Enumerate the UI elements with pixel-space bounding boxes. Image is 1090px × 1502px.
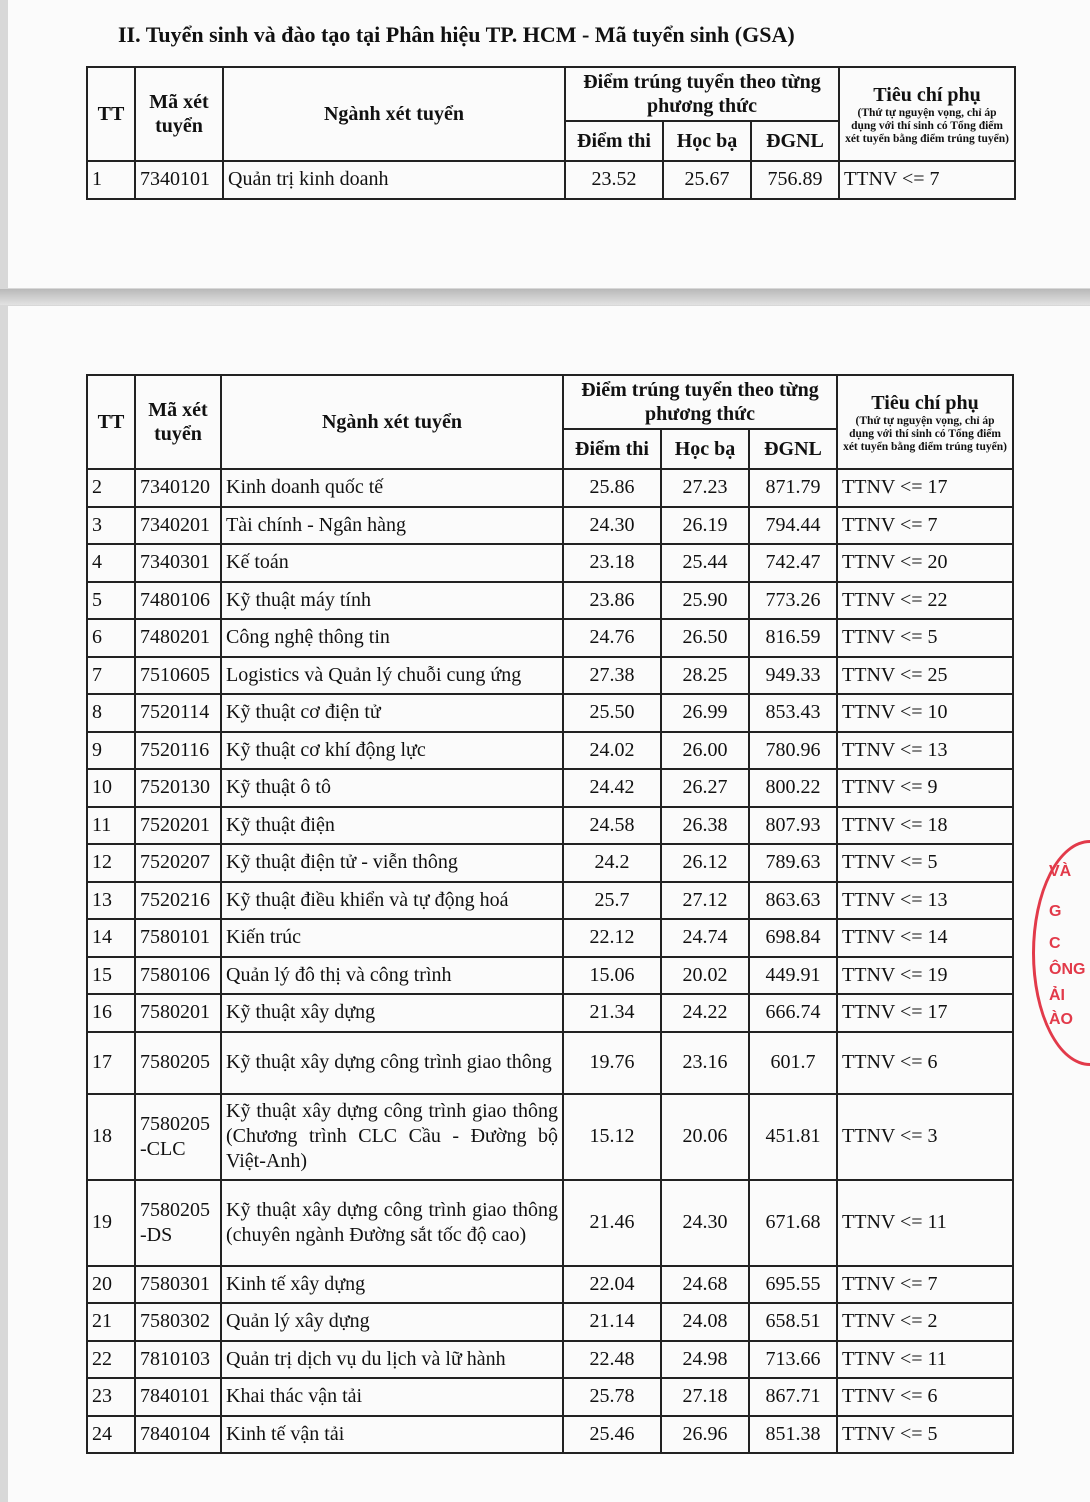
cell-exam: 24.42 (563, 769, 661, 807)
cell-tt: 17 (87, 1032, 135, 1094)
header-major: Ngành xét tuyển (223, 67, 565, 161)
cell-code: 7520130 (135, 769, 221, 807)
table-row (87, 807, 1013, 845)
cell-transcript: 26.38 (661, 807, 749, 845)
cell-criteria: TTNV <= 6 (837, 1032, 1013, 1094)
cell-dgnl: 601.7 (749, 1032, 837, 1094)
cell-transcript: 26.19 (661, 507, 749, 545)
table-row (87, 582, 1013, 620)
cell-code: 7580301 (135, 1266, 221, 1304)
cell-exam: 21.14 (563, 1303, 661, 1341)
cell-criteria: TTNV <= 11 (837, 1180, 1013, 1266)
cell-major: Kinh tế vận tải (221, 1416, 563, 1454)
cell-tt: 20 (87, 1266, 135, 1304)
cell-criteria: TTNV <= 25 (837, 657, 1013, 695)
table-row (87, 769, 1013, 807)
table-row (87, 694, 1013, 732)
seal-text: VÀ (1049, 863, 1072, 880)
cell-exam: 19.76 (563, 1032, 661, 1094)
cell-tt: 5 (87, 582, 135, 620)
cell-tt: 16 (87, 994, 135, 1032)
cell-code: 7580106 (135, 957, 221, 995)
cell-dgnl: 695.55 (749, 1266, 837, 1304)
cell-major: Quản lý đô thị và công trình (221, 957, 563, 995)
cell-code: 7580205 (135, 1032, 221, 1094)
cell-major: Kỹ thuật xây dựng công trình giao thông (221, 1032, 563, 1094)
cell-major: Quản lý xây dựng (221, 1303, 563, 1341)
cell-transcript: 24.30 (661, 1180, 749, 1266)
cell-transcript: 24.98 (661, 1341, 749, 1379)
header-criteria-note: (Thứ tự nguyện vọng, chỉ áp dụng với thí sinh có Tổng điểm xét tuyển bằng điểm trúng tuyển) (843, 414, 1007, 453)
header-scores-group: Điểm trúng tuyển theo từng phương thức (565, 67, 839, 121)
cell-code: 7580205 -CLC (135, 1094, 221, 1180)
header-scores-group: Điểm trúng tuyển theo từng phương thức (563, 375, 837, 429)
cell-major: Quản trị kinh doanh (223, 161, 565, 199)
header-code: Mã xét tuyển (135, 67, 223, 161)
table-row (87, 732, 1013, 770)
cell-tt: 22 (87, 1341, 135, 1379)
cell-transcript: 20.06 (661, 1094, 749, 1180)
cell-transcript: 23.16 (661, 1032, 749, 1094)
cell-exam: 23.52 (565, 161, 663, 199)
header-transcript: Học bạ (661, 429, 749, 469)
cell-transcript: 26.96 (661, 1416, 749, 1454)
header-transcript: Học bạ (663, 121, 751, 161)
table-row (87, 544, 1013, 582)
section-heading: II. Tuyển sinh và đào tạo tại Phân hiệu TP. HCM - Mã tuyển sinh (GSA) (118, 22, 795, 47)
cell-tt: 13 (87, 882, 135, 920)
cell-tt: 12 (87, 844, 135, 882)
table-row (87, 957, 1013, 995)
cell-transcript: 27.18 (661, 1378, 749, 1416)
cell-major: Kinh tế xây dựng (221, 1266, 563, 1304)
table-row (87, 507, 1013, 545)
cell-tt: 14 (87, 919, 135, 957)
cell-tt: 9 (87, 732, 135, 770)
cell-major: Khai thác vận tải (221, 1378, 563, 1416)
cell-exam: 25.86 (563, 469, 661, 507)
cell-criteria: TTNV <= 11 (837, 1341, 1013, 1379)
table-row (87, 1303, 1013, 1341)
cell-code: 7580205 -DS (135, 1180, 221, 1266)
cell-major: Tài chính - Ngân hàng (221, 507, 563, 545)
cell-dgnl: 871.79 (749, 469, 837, 507)
table-row (87, 161, 1015, 199)
cell-exam: 22.12 (563, 919, 661, 957)
cell-criteria: TTNV <= 3 (837, 1094, 1013, 1180)
cell-transcript: 26.50 (661, 619, 749, 657)
cell-dgnl: 816.59 (749, 619, 837, 657)
cell-exam: 24.2 (563, 844, 661, 882)
admission-table-2 (86, 374, 1014, 1454)
cell-criteria: TTNV <= 7 (837, 507, 1013, 545)
header-tt: TT (87, 67, 135, 161)
cell-code: 7520201 (135, 807, 221, 845)
cell-exam: 25.7 (563, 882, 661, 920)
table-row (87, 469, 1013, 507)
cell-tt: 15 (87, 957, 135, 995)
table-row (87, 1378, 1013, 1416)
cell-major: Kỹ thuật xây dựng công trình giao thông (chuyên ngành Đường sắt tốc độ cao) (221, 1180, 563, 1266)
cell-dgnl: 794.44 (749, 507, 837, 545)
cell-exam: 24.58 (563, 807, 661, 845)
cell-criteria: TTNV <= 17 (837, 994, 1013, 1032)
cell-transcript: 25.67 (663, 161, 751, 199)
seal-text: G (1049, 903, 1062, 920)
cell-criteria: TTNV <= 6 (837, 1378, 1013, 1416)
cell-exam: 22.04 (563, 1266, 661, 1304)
cell-major: Kỹ thuật điện (221, 807, 563, 845)
cell-criteria: TTNV <= 7 (837, 1266, 1013, 1304)
cell-code: 7480201 (135, 619, 221, 657)
cell-transcript: 27.12 (661, 882, 749, 920)
cell-code: 7520116 (135, 732, 221, 770)
cell-tt: 18 (87, 1094, 135, 1180)
cell-tt: 7 (87, 657, 135, 695)
table-row (87, 844, 1013, 882)
cell-criteria: TTNV <= 22 (837, 582, 1013, 620)
cell-code: 7520207 (135, 844, 221, 882)
cell-dgnl: 789.63 (749, 844, 837, 882)
cell-code: 7580201 (135, 994, 221, 1032)
table-row (87, 1032, 1013, 1094)
header-criteria-title: Tiêu chí phụ (871, 391, 979, 414)
cell-dgnl: 780.96 (749, 732, 837, 770)
cell-dgnl: 666.74 (749, 994, 837, 1032)
cell-transcript: 26.12 (661, 844, 749, 882)
table-header (87, 67, 1015, 161)
table-row (87, 657, 1013, 695)
header-major: Ngành xét tuyển (221, 375, 563, 469)
cell-criteria: TTNV <= 17 (837, 469, 1013, 507)
cell-exam: 25.46 (563, 1416, 661, 1454)
cell-exam: 27.38 (563, 657, 661, 695)
cell-transcript: 24.74 (661, 919, 749, 957)
cell-major: Kiến trúc (221, 919, 563, 957)
cell-tt: 4 (87, 544, 135, 582)
cell-exam: 24.30 (563, 507, 661, 545)
header-criteria-note: (Thứ tự nguyện vọng, chỉ áp dụng với thí sinh có Tổng điểm xét tuyển bằng điểm trúng tuyển) (845, 106, 1009, 145)
cell-tt: 23 (87, 1378, 135, 1416)
table-row (87, 994, 1013, 1032)
header-dgnl: ĐGNL (751, 121, 839, 161)
cell-dgnl: 853.43 (749, 694, 837, 732)
cell-criteria: TTNV <= 2 (837, 1303, 1013, 1341)
table-row (87, 619, 1013, 657)
cell-code: 7340301 (135, 544, 221, 582)
cell-tt: 11 (87, 807, 135, 845)
cell-dgnl: 671.68 (749, 1180, 837, 1266)
cell-criteria: TTNV <= 5 (837, 844, 1013, 882)
cell-code: 7840104 (135, 1416, 221, 1454)
cell-code: 7810103 (135, 1341, 221, 1379)
table-row (87, 1266, 1013, 1304)
header-dgnl: ĐGNL (749, 429, 837, 469)
cell-criteria: TTNV <= 7 (839, 161, 1015, 199)
cell-code: 7580302 (135, 1303, 221, 1341)
cell-transcript: 24.22 (661, 994, 749, 1032)
cell-exam: 24.02 (563, 732, 661, 770)
cell-dgnl: 851.38 (749, 1416, 837, 1454)
cell-code: 7340120 (135, 469, 221, 507)
cell-dgnl: 756.89 (751, 161, 839, 199)
cell-tt: 2 (87, 469, 135, 507)
cell-code: 7510605 (135, 657, 221, 695)
cell-transcript: 27.23 (661, 469, 749, 507)
cell-criteria: TTNV <= 5 (837, 619, 1013, 657)
cell-criteria: TTNV <= 14 (837, 919, 1013, 957)
cell-major: Kỹ thuật điện tử - viễn thông (221, 844, 563, 882)
cell-dgnl: 807.93 (749, 807, 837, 845)
cell-exam: 21.34 (563, 994, 661, 1032)
cell-code: 7580101 (135, 919, 221, 957)
cell-major: Kỹ thuật cơ điện tử (221, 694, 563, 732)
header-criteria (839, 67, 1015, 161)
cell-criteria: TTNV <= 20 (837, 544, 1013, 582)
cell-major: Kinh doanh quốc tế (221, 469, 563, 507)
cell-major: Công nghệ thông tin (221, 619, 563, 657)
cell-exam: 24.76 (563, 619, 661, 657)
cell-dgnl: 867.71 (749, 1378, 837, 1416)
cell-exam: 23.18 (563, 544, 661, 582)
admission-table-1 (86, 66, 1016, 200)
cell-tt: 19 (87, 1180, 135, 1266)
table-header (87, 375, 1013, 469)
header-exam: Điểm thi (563, 429, 661, 469)
header-code: Mã xét tuyển (135, 375, 221, 469)
cell-major: Kỹ thuật xây dựng (221, 994, 563, 1032)
header-criteria (837, 375, 1013, 469)
seal-text: ÔNG (1049, 961, 1086, 978)
cell-dgnl: 863.63 (749, 882, 837, 920)
cell-exam: 23.86 (563, 582, 661, 620)
cell-dgnl: 451.81 (749, 1094, 837, 1180)
cell-exam: 22.48 (563, 1341, 661, 1379)
table-body (87, 469, 1013, 1453)
header-tt: TT (87, 375, 135, 469)
seal-text: ÀO (1049, 1011, 1073, 1028)
cell-exam: 25.78 (563, 1378, 661, 1416)
cell-major: Kỹ thuật ô tô (221, 769, 563, 807)
cell-exam: 15.12 (563, 1094, 661, 1180)
cell-code: 7840101 (135, 1378, 221, 1416)
cell-tt: 3 (87, 507, 135, 545)
cell-transcript: 26.99 (661, 694, 749, 732)
cell-criteria: TTNV <= 19 (837, 957, 1013, 995)
cell-transcript: 24.68 (661, 1266, 749, 1304)
cell-major: Kỹ thuật điều khiển và tự động hoá (221, 882, 563, 920)
cell-dgnl: 658.51 (749, 1303, 837, 1341)
cell-tt: 24 (87, 1416, 135, 1454)
cell-code: 7520114 (135, 694, 221, 732)
cell-code: 7340101 (135, 161, 223, 199)
cell-criteria: TTNV <= 13 (837, 882, 1013, 920)
table-row (87, 1180, 1013, 1266)
cell-major: Quản trị dịch vụ du lịch và lữ hành (221, 1341, 563, 1379)
cell-dgnl: 949.33 (749, 657, 837, 695)
cell-tt: 10 (87, 769, 135, 807)
cell-transcript: 26.00 (661, 732, 749, 770)
cell-exam: 25.50 (563, 694, 661, 732)
header-exam: Điểm thi (565, 121, 663, 161)
cell-major: Kỹ thuật xây dựng công trình giao thông (Chương trình CLC Cầu - Đường bộ Việt-Anh) (221, 1094, 563, 1180)
cell-major: Logistics và Quản lý chuỗi cung ứng (221, 657, 563, 695)
cell-tt: 6 (87, 619, 135, 657)
cell-dgnl: 773.26 (749, 582, 837, 620)
table-body (87, 161, 1015, 199)
cell-code: 7520216 (135, 882, 221, 920)
header-criteria-title: Tiêu chí phụ (873, 83, 981, 106)
cell-criteria: TTNV <= 13 (837, 732, 1013, 770)
table-row (87, 1341, 1013, 1379)
cell-exam: 21.46 (563, 1180, 661, 1266)
cell-tt: 1 (87, 161, 135, 199)
seal-text: ẢI (1049, 987, 1065, 1004)
cell-criteria: TTNV <= 10 (837, 694, 1013, 732)
cell-exam: 15.06 (563, 957, 661, 995)
cell-transcript: 20.02 (661, 957, 749, 995)
cell-transcript: 26.27 (661, 769, 749, 807)
cell-transcript: 25.90 (661, 582, 749, 620)
cell-criteria: TTNV <= 9 (837, 769, 1013, 807)
cell-dgnl: 800.22 (749, 769, 837, 807)
cell-tt: 8 (87, 694, 135, 732)
cell-transcript: 25.44 (661, 544, 749, 582)
cell-code: 7480106 (135, 582, 221, 620)
table-row (87, 1416, 1013, 1454)
cell-dgnl: 698.84 (749, 919, 837, 957)
cell-major: Kế toán (221, 544, 563, 582)
page-gap (0, 289, 1090, 305)
cell-criteria: TTNV <= 5 (837, 1416, 1013, 1454)
cell-major: Kỹ thuật máy tính (221, 582, 563, 620)
cell-code: 7340201 (135, 507, 221, 545)
table-row (87, 882, 1013, 920)
cell-dgnl: 713.66 (749, 1341, 837, 1379)
seal-text: C (1049, 935, 1061, 952)
cell-dgnl: 449.91 (749, 957, 837, 995)
cell-dgnl: 742.47 (749, 544, 837, 582)
cell-transcript: 28.25 (661, 657, 749, 695)
cell-tt: 21 (87, 1303, 135, 1341)
table-row (87, 919, 1013, 957)
cell-major: Kỹ thuật cơ khí động lực (221, 732, 563, 770)
table-row (87, 1094, 1013, 1180)
cell-transcript: 24.08 (661, 1303, 749, 1341)
cell-criteria: TTNV <= 18 (837, 807, 1013, 845)
